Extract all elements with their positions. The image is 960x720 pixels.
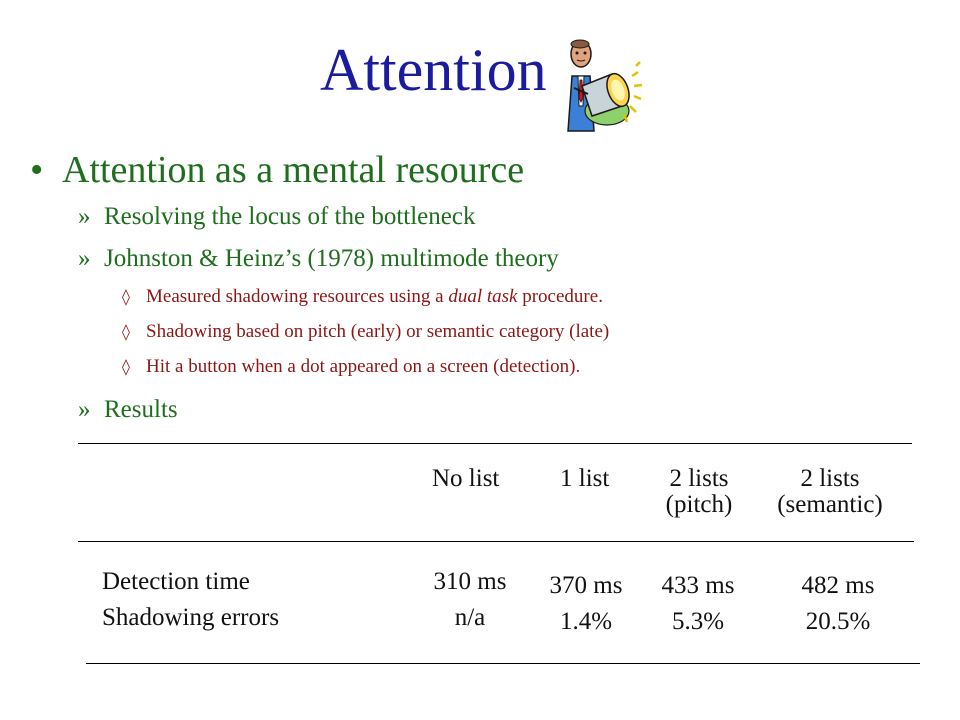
- row-label: Detection time: [102, 568, 250, 595]
- subsub-text-before: Shadowing based on pitch (early) or semantic category (late): [146, 321, 610, 342]
- subsub-marker: ◊: [122, 287, 130, 306]
- table-cell: 433 ms: [661, 572, 735, 599]
- sub-item: [78, 245, 559, 273]
- sub-marker: »: [78, 203, 91, 230]
- table-cell: 5.3%: [671, 608, 725, 635]
- subsub-item: [122, 287, 603, 308]
- main-bullet-text: Attention as a mental resource: [62, 149, 525, 191]
- sub-item: [78, 203, 475, 231]
- sub-marker: »: [78, 245, 91, 272]
- person-with-spotlight-icon: [552, 36, 652, 136]
- slide-title: Attention: [320, 37, 547, 103]
- subsub-item: [122, 322, 609, 343]
- sub-item: [78, 396, 178, 424]
- table-header-rule: [78, 541, 914, 542]
- sub-item-text: Results: [104, 396, 178, 423]
- subsub-marker: ◊: [122, 357, 130, 376]
- column-header-line2: (pitch): [665, 491, 733, 519]
- table-cell: 370 ms: [549, 572, 623, 599]
- table-bottom-rule: [86, 663, 920, 664]
- table-cell: 1.4%: [559, 608, 613, 635]
- column-header-line1: 2 lists: [669, 465, 729, 492]
- column-header: 1 list: [560, 465, 610, 492]
- column-header-line2: (semantic): [777, 491, 883, 519]
- table-cell: n/a: [454, 604, 486, 631]
- column-header: [760, 466, 900, 519]
- table-cell: 310 ms: [433, 568, 507, 595]
- table-cell: 482 ms: [801, 572, 875, 599]
- column-header-line1: 2 lists: [800, 465, 860, 492]
- table-cell: 20.5%: [805, 608, 871, 635]
- bullet-marker: •: [30, 149, 44, 191]
- row-label: Shadowing errors: [102, 604, 280, 631]
- subsub-item: [122, 357, 580, 378]
- subsub-text-before: Measured shadowing resources using a: [146, 286, 449, 307]
- sub-marker: »: [78, 396, 91, 423]
- subsub-text-emphasis: dual task: [448, 286, 518, 307]
- main-bullet: [30, 150, 524, 192]
- column-header: No list: [432, 465, 500, 492]
- column-header: [656, 466, 742, 519]
- subsub-text-before: Hit a button when a dot appeared on a screen (detection).: [146, 356, 581, 377]
- subsub-text-after: procedure.: [517, 286, 603, 307]
- subsub-marker: ◊: [122, 322, 130, 341]
- sub-item-text: Resolving the locus of the bottleneck: [104, 203, 476, 230]
- table-top-rule: [78, 443, 912, 444]
- sub-item-text: Johnston & Heinz’s (1978) multimode theory: [104, 245, 559, 272]
